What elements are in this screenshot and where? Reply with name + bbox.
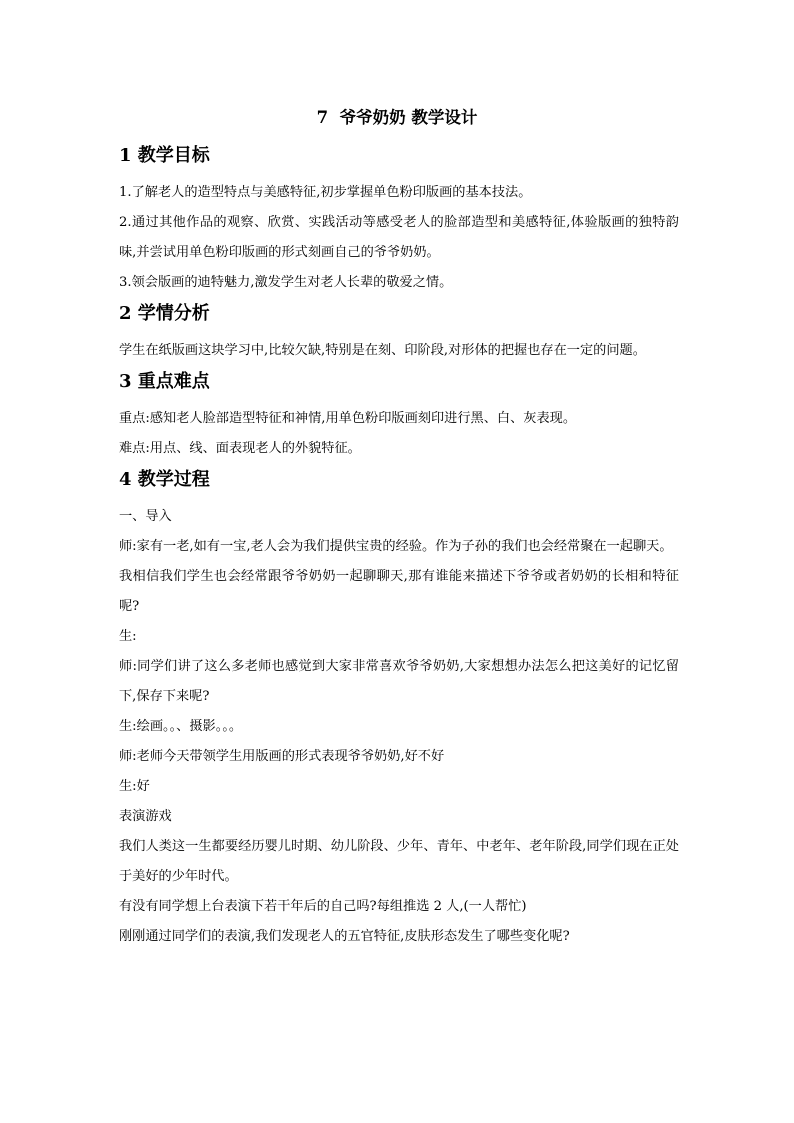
section-heading: 3 重点难点 [119, 371, 210, 392]
document-title: 7 爷爷奶奶 教学设计 [316, 108, 478, 127]
paragraph: 3.领会版画的迪特魅力,激发学生对老人长辈的敬爱之情。 [119, 275, 453, 290]
section-learner-analysis [119, 298, 679, 366]
paragraph: 难点:用点、线、面表现老人的外貌特征。 [119, 441, 361, 456]
paragraph: 有没有同学想上台表演下若干年后的自己吗?每组推选 2 人,(一人帮忙) [119, 899, 527, 914]
paragraph: 学生在纸版画这块学习中,比较欠缺,特别是在刻、印阶段,对形体的把握也存在一定的问题。 [119, 343, 646, 358]
paragraph: 我们人类这一生都要经历婴儿时期、幼儿阶段、少年、青年、中老年、老年阶段,同学们现在正处于美好的少年时代。 [119, 839, 679, 884]
paragraph: 师:家有一老,如有一宝,老人会为我们提供宝贵的经验。作为子孙的我们也会经常聚在一起聊天。 [119, 539, 673, 554]
section-heading: 4 教学过程 [119, 469, 210, 490]
section-heading: 1 教学目标 [119, 145, 210, 166]
paragraph: 表演游戏 [119, 809, 172, 824]
section-teaching-objectives [119, 140, 679, 298]
paragraph: 1.了解老人的造型特点与美感特征,初步掌握单色粉印版画的基本技法。 [119, 185, 532, 200]
paragraph: 重点:感知老人脸部造型特征和神情,用单色粉印版画刻印进行黑、白、灰表现。 [119, 411, 577, 426]
document-body [119, 140, 679, 952]
section-heading: 2 学情分析 [119, 303, 210, 324]
section-key-difficulties [119, 366, 679, 464]
paragraph: 我相信我们学生也会经常跟爷爷奶奶一起聊聊天,那有谁能来描述下爷爷或者奶奶的长相和特征呢? [119, 569, 679, 614]
paragraph: 2.通过其他作品的观察、欣赏、实践活动等感受老人的脸部造型和美感特征,体验版画的独特韵味,并尝试用单色粉印版画的形式刻画自己的爷爷奶奶。 [119, 215, 679, 260]
paragraph: 刚刚通过同学们的表演,我们发现老人的五官特征,皮肤形态发生了哪些变化呢? [119, 929, 570, 944]
paragraph: 师:老师今天带领学生用版画的形式表现爷爷奶奶,好不好 [119, 749, 445, 764]
paragraph: 生: [119, 629, 137, 644]
section-teaching-process [119, 464, 679, 952]
paragraph: 师:同学们讲了这么多老师也感觉到大家非常喜欢爷爷奶奶,大家想想办法怎么把这美好的记忆留下,保存下来呢? [119, 659, 679, 704]
paragraph: 一、导入 [119, 509, 172, 524]
paragraph: 生:绘画。。、摄影。。。 [119, 719, 243, 734]
paragraph: 生:好 [119, 779, 150, 794]
